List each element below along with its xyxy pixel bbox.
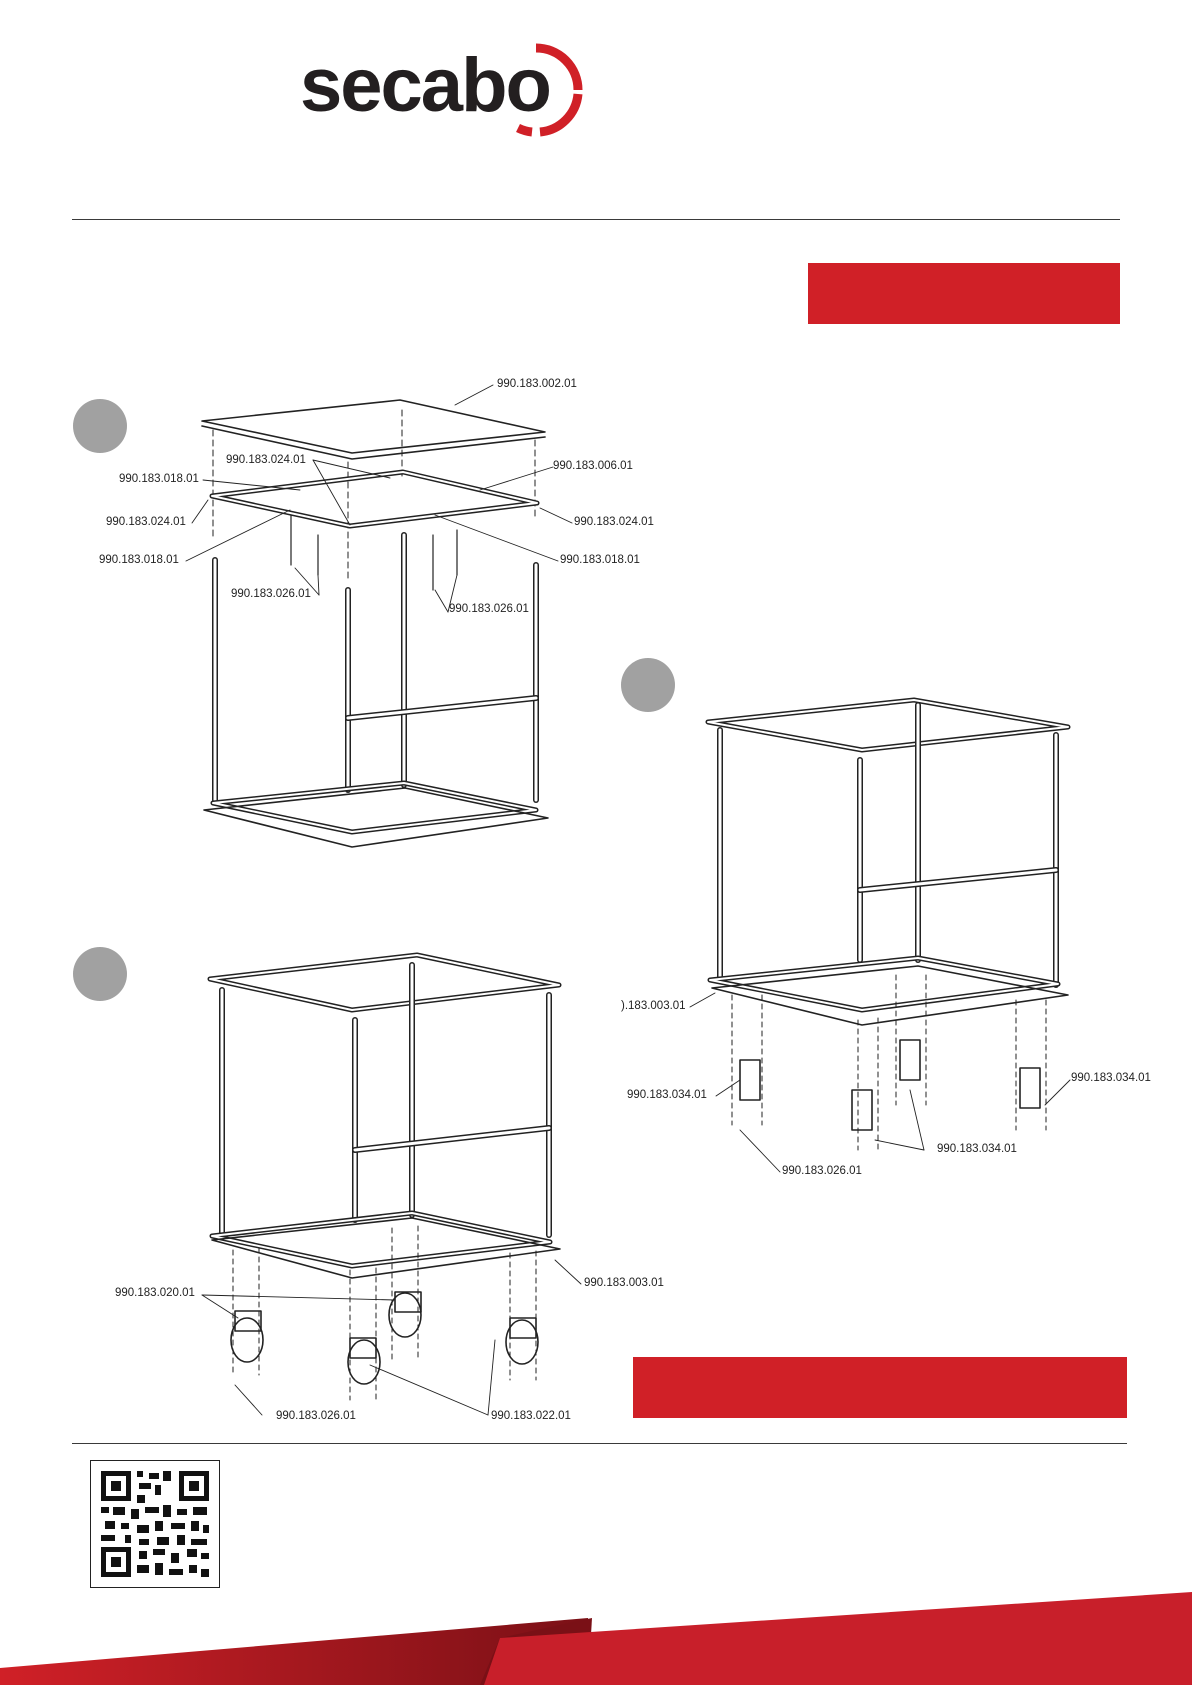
part-label: ).183.003.01 [621, 1000, 686, 1012]
step3-drawing [202, 955, 581, 1415]
part-label: 990.183.024.01 [226, 454, 306, 466]
qr-pattern [91, 1461, 218, 1586]
note-banner [633, 1357, 1127, 1418]
part-label: 990.183.034.01 [937, 1143, 1017, 1155]
part-label: 990.183.034.01 [1071, 1072, 1151, 1084]
step2-drawing [690, 700, 1070, 1172]
part-label: 990.183.024.01 [574, 516, 654, 528]
part-label: 990.183.024.01 [106, 516, 186, 528]
part-label: 990.183.018.01 [119, 473, 199, 485]
part-label: 990.183.026.01 [449, 603, 529, 615]
part-label: 990.183.003.01 [584, 1277, 664, 1289]
part-label: 990.183.026.01 [782, 1165, 862, 1177]
part-label: 990.183.018.01 [99, 554, 179, 566]
footer-divider [72, 1443, 1127, 1444]
qr-code-icon[interactable] [90, 1460, 220, 1588]
part-label: 990.183.002.01 [497, 378, 577, 390]
part-label: 990.183.018.01 [560, 554, 640, 566]
part-label: 990.183.006.01 [553, 460, 633, 472]
part-label: 990.183.034.01 [627, 1089, 707, 1101]
footer-decoration [0, 1580, 1192, 1685]
part-label: 990.183.020.01 [115, 1287, 195, 1299]
part-label: 990.183.026.01 [276, 1410, 356, 1422]
part-label: 990.183.022.01 [491, 1410, 571, 1422]
part-label: 990.183.026.01 [231, 588, 311, 600]
logo-wordmark: secabo [300, 43, 550, 128]
